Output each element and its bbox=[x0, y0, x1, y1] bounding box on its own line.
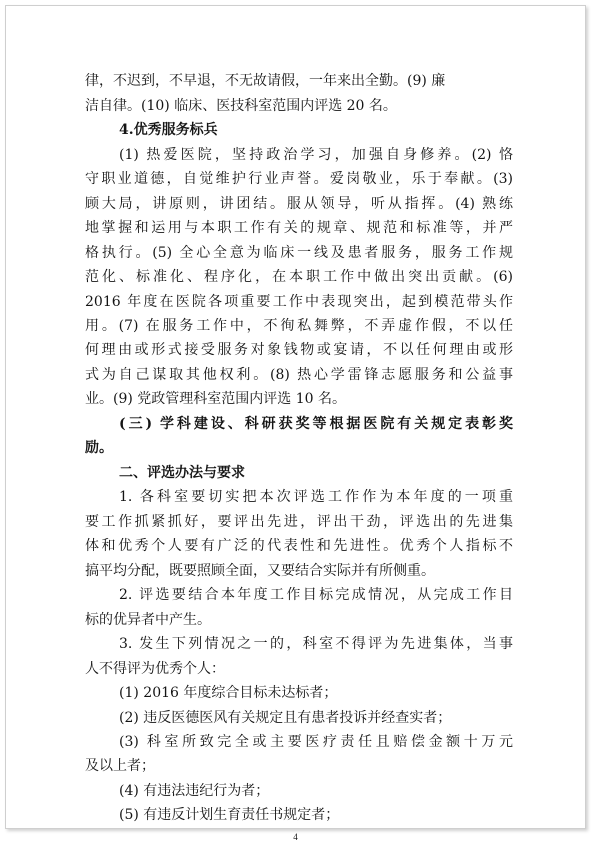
section-heading: 4.优秀服务标兵 bbox=[119, 122, 218, 138]
paragraph-line: 体和优秀个人要有广泛的代表性和先进性。优秀个人指标不 bbox=[85, 538, 513, 554]
paragraph-line: 人不得评为优秀个人： bbox=[85, 661, 225, 677]
paragraph-line: 何理由或形式接受服务对象钱物或宴请，不以任何理由或形 bbox=[85, 342, 513, 358]
paragraph-line: 格执行。(5) 全心全意为临床一线及患者服务，服务工作规 bbox=[85, 245, 513, 261]
list-item: 及以上者； bbox=[85, 758, 155, 774]
paragraph-line: 范化、标准化、程序化，在本职工作中做出突出贡献。(6) bbox=[85, 269, 513, 285]
section-heading: 励。 bbox=[85, 440, 113, 456]
paragraph-line: 标的优异者中产生。 bbox=[85, 612, 211, 628]
paragraph-line: 顾大局，讲原则，讲团结。服从领导，听从指挥。(4) 熟练 bbox=[85, 196, 513, 212]
page-number: 4 bbox=[293, 832, 298, 842]
paragraph-line: 业。(9) 党政管理科室范围内评选 10 名。 bbox=[85, 391, 346, 407]
paragraph-line: 1. 各科室要切实把本次评选工作作为本年度的一项重 bbox=[119, 489, 513, 505]
paragraph-line: 要工作抓紧抓好，要评出先进，评出干劲，评选出的先进集 bbox=[85, 514, 513, 530]
paragraph-line: (1) 热爱医院，坚持政治学习，加强自身修养。(2) 恪 bbox=[119, 147, 513, 163]
paragraph-line: 3. 发生下列情况之一的，科室不得评为先进集体，当事 bbox=[119, 636, 513, 652]
paragraph-line: 洁自律。(10) 临床、医技科室范围内评选 20 名。 bbox=[85, 98, 397, 114]
paragraph-line: 搞平均分配，既要照顾全面，又要结合实际并有所侧重。 bbox=[85, 563, 435, 579]
paragraph-line: 2016 年度在医院各项重要工作中表现突出，起到模范带头作 bbox=[85, 294, 513, 310]
paragraph-line: 地掌握和运用与本职工作有关的规章、规范和标准等，并严 bbox=[85, 220, 513, 236]
list-item: (5) 有违反计划生育责任书规定者； bbox=[119, 807, 340, 823]
paragraph-line: 用。(7) 在服务工作中，不徇私舞弊，不弄虚作假，不以任 bbox=[85, 318, 513, 334]
list-item: (3) 科室所致完全或主要医疗责任且赔偿金额十万元 bbox=[119, 734, 513, 750]
section-heading: 二、评选办法与要求 bbox=[119, 465, 245, 481]
paragraph-line: 2. 评选要结合本年度工作目标完成情况，从完成工作目 bbox=[119, 587, 513, 603]
section-heading: (三) 学科建设、科研获奖等根据医院有关规定表彰奖 bbox=[119, 416, 513, 432]
list-item: (4) 有违法违纪行为者； bbox=[119, 783, 270, 799]
paragraph-line: 律，不迟到，不早退，不无故请假，一年来出全勤。(9) 廉 bbox=[85, 73, 446, 89]
paragraph-line: 式为自己谋取其他权利。(8) 热心学雷锋志愿服务和公益事 bbox=[85, 367, 513, 383]
paragraph-line: 守职业道德，自觉维护行业声誉。爱岗敬业，乐于奉献。(3) bbox=[85, 171, 513, 187]
list-item: (1) 2016 年度综合目标未达标者； bbox=[119, 685, 338, 701]
list-item: (2) 违反医德医风有关规定且有患者投诉并经查实者； bbox=[119, 710, 452, 726]
